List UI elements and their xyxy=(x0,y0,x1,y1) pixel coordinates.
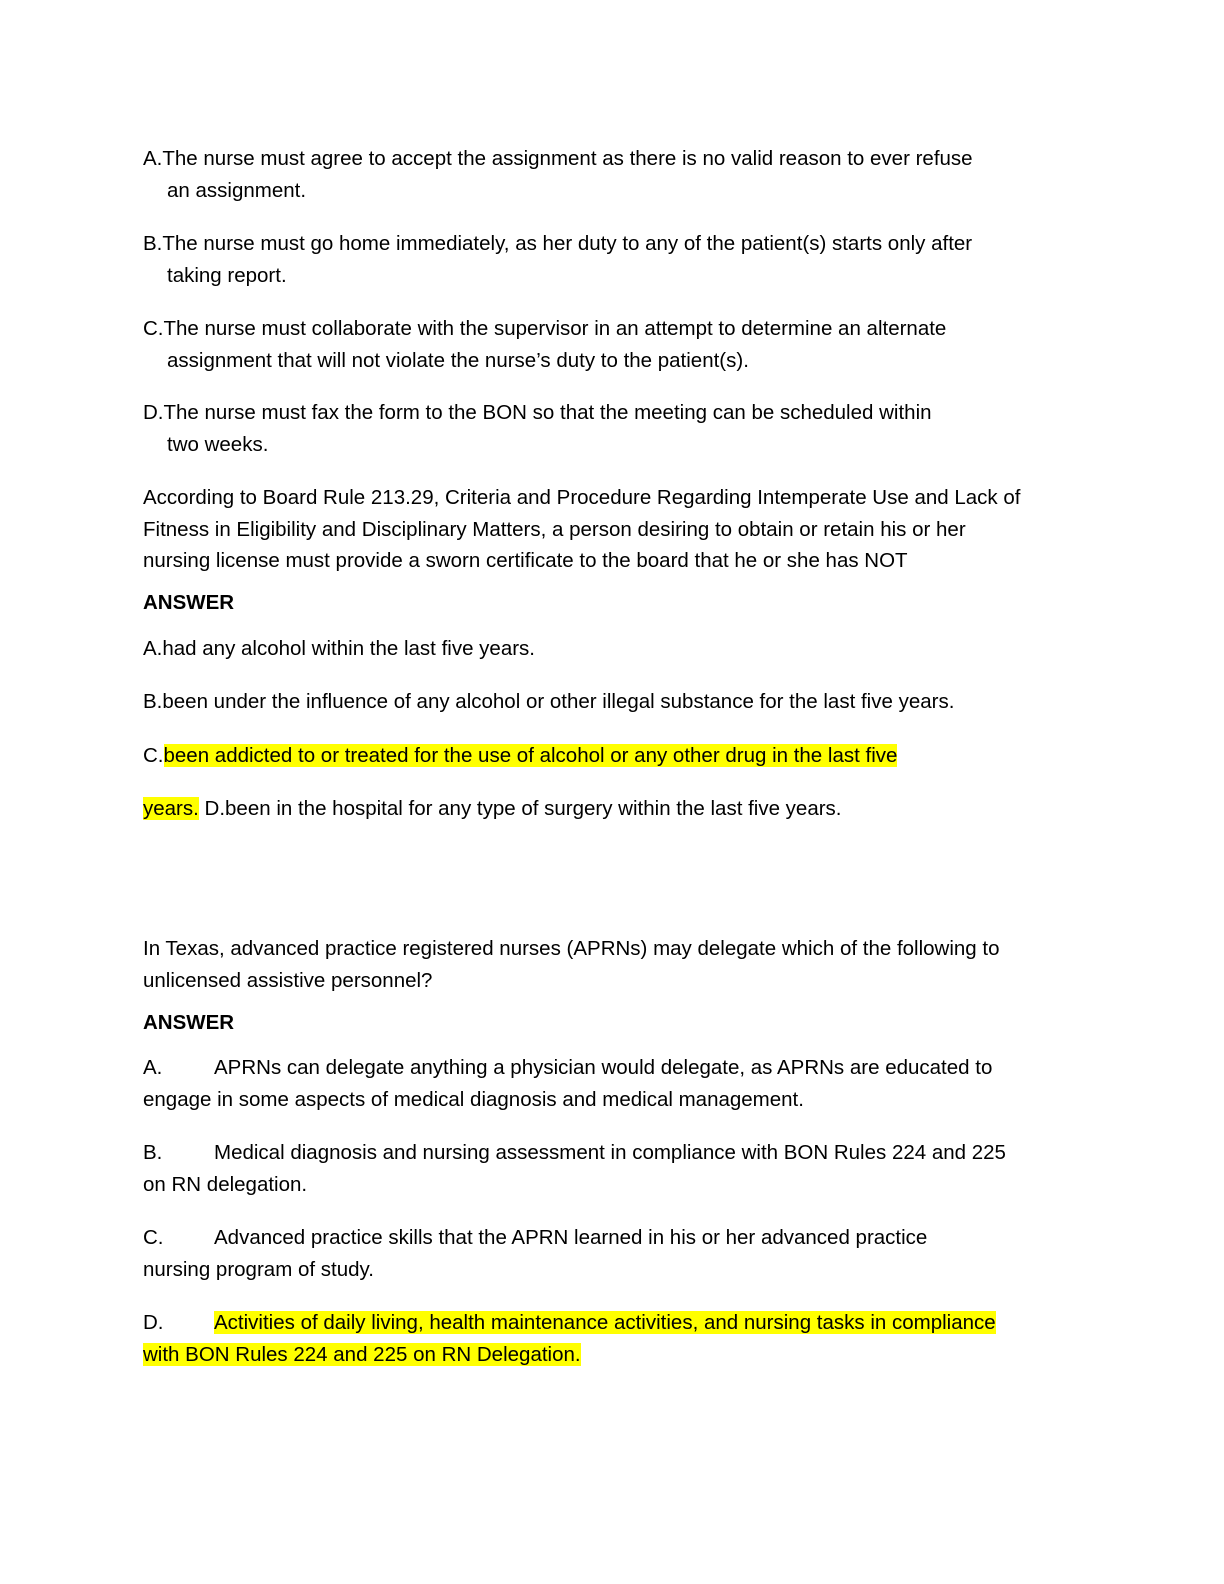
option-label: D. xyxy=(204,797,226,820)
q2-question xyxy=(143,482,1053,577)
option-text-line1: The nurse must go home immediately, as her duty to any of the patient(s) starts only after xyxy=(162,232,973,255)
option-label: D. xyxy=(143,401,164,424)
option-text: had any alcohol within the last five years. xyxy=(162,637,535,660)
q3-question-line1: In Texas, advanced practice registered nurses (APRNs) may delegate which of the following to xyxy=(143,937,1000,960)
option-label: B. xyxy=(143,232,163,255)
q2-option-c xyxy=(143,740,1053,772)
option-label: A. xyxy=(143,1056,163,1079)
highlighted-answer-text: been addicted to or treated for the use of alcohol or any other drug in the last five xyxy=(163,744,898,767)
q1-option-d xyxy=(143,397,1053,460)
q3-option-c xyxy=(143,1222,1053,1285)
q2-option-a xyxy=(143,633,1053,665)
q3-option-b xyxy=(143,1137,1053,1200)
option-label: C. xyxy=(143,744,164,767)
q1-option-b xyxy=(143,228,1053,291)
q3-question xyxy=(143,933,1053,996)
option-text-line2: nursing program of study. xyxy=(143,1257,374,1281)
option-text-line1: Medical diagnosis and nursing assessment in compliance with BON Rules 224 and 225 xyxy=(214,1141,1006,1164)
q1-option-a xyxy=(143,143,1053,206)
option-text-line1: Advanced practice skills that the APRN learned in his or her advanced practice xyxy=(214,1226,928,1249)
option-label: B. xyxy=(143,690,163,713)
option-text-line2: an assignment. xyxy=(167,178,307,202)
q3-question-line2: unlicensed assistive personnel? xyxy=(143,968,433,992)
q2-option-c-cont-and-d xyxy=(143,793,1053,825)
q3-option-a xyxy=(143,1052,1053,1115)
option-label: B. xyxy=(143,1141,163,1164)
highlighted-answer-text-cont: with BON Rules 224 and 225 on RN Delegation. xyxy=(143,1342,581,1366)
q1-option-c xyxy=(143,313,1053,376)
q2-question-line2: Fitness in Eligibility and Disciplinary Matters, a person desiring to obtain or retain his or her xyxy=(143,517,966,541)
option-label: D. xyxy=(143,1311,164,1334)
q3-option-d xyxy=(143,1307,1053,1370)
q2-option-b xyxy=(143,686,1053,718)
highlighted-answer-text-cont: years. xyxy=(143,797,199,820)
q2-question-line3: nursing license must provide a sworn certificate to the board that he or she has NOT xyxy=(143,549,908,572)
option-text-line2: on RN delegation. xyxy=(143,1172,308,1196)
option-text: been under the influence of any alcohol or other illegal substance for the last five years. xyxy=(162,690,955,713)
option-label: A. xyxy=(143,147,163,170)
q3-answer-heading: ANSWER xyxy=(143,1011,235,1034)
highlighted-answer-text: Activities of daily living, health maintenance activities, and nursing tasks in compliance xyxy=(214,1311,996,1334)
option-text-line1: The nurse must collaborate with the supervisor in an attempt to determine an alternate xyxy=(163,317,947,340)
option-label: A. xyxy=(143,637,163,660)
option-label: C. xyxy=(143,317,164,340)
q2-answer-heading: ANSWER xyxy=(143,591,235,614)
option-label: C. xyxy=(143,1226,164,1249)
option-text-line1: The nurse must fax the form to the BON so that the meeting can be scheduled within xyxy=(163,401,932,424)
option-text-line2: two weeks. xyxy=(167,432,269,456)
option-text-line1: APRNs can delegate anything a physician would delegate, as APRNs are educated to xyxy=(214,1056,993,1079)
option-text-line2: taking report. xyxy=(167,263,287,287)
option-text: been in the hospital for any type of surgery within the last five years. xyxy=(225,797,842,820)
option-text-line2: engage in some aspects of medical diagnosis and medical management. xyxy=(143,1087,804,1111)
q2-question-line1: According to Board Rule 213.29, Criteria and Procedure Regarding Intemperate Use and Lack of xyxy=(143,486,1021,509)
option-text-line2: assignment that will not violate the nurse’s duty to the patient(s). xyxy=(167,348,749,372)
option-text-line1: The nurse must agree to accept the assignment as there is no valid reason to ever refuse xyxy=(162,147,973,170)
